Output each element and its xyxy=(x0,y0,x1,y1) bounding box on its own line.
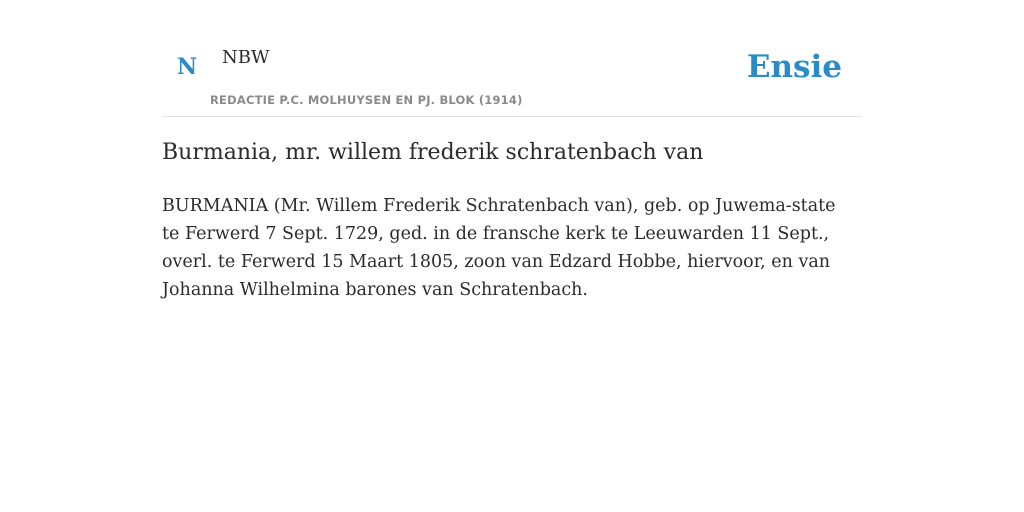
entry-title: Burmania, mr. willem frederik schratenbach van xyxy=(162,140,704,165)
content-container xyxy=(162,0,862,300)
source-header xyxy=(162,0,862,117)
brand-logo-link[interactable]: Ensie xyxy=(746,49,842,85)
source-name: NBW xyxy=(222,47,270,68)
source-logo-link[interactable]: N xyxy=(177,54,198,80)
source-editors: REDACTIE P.C. MOLHUYSEN EN PJ. BLOK (1914) xyxy=(210,93,523,107)
entry-body: BURMANIA (Mr. Willem Frederik Schratenbach van), geb. op Juwema-state te Ferwerd 7 Sept. 1729, ged. in de fransche kerk te Leeuwarden 11 Sept., overl. te Ferwerd 15 Maart 1805, zoon van Edzard Hobbe, hiervoor, en van Johanna Wilhelmina barones van Schratenbach. xyxy=(162,196,836,300)
